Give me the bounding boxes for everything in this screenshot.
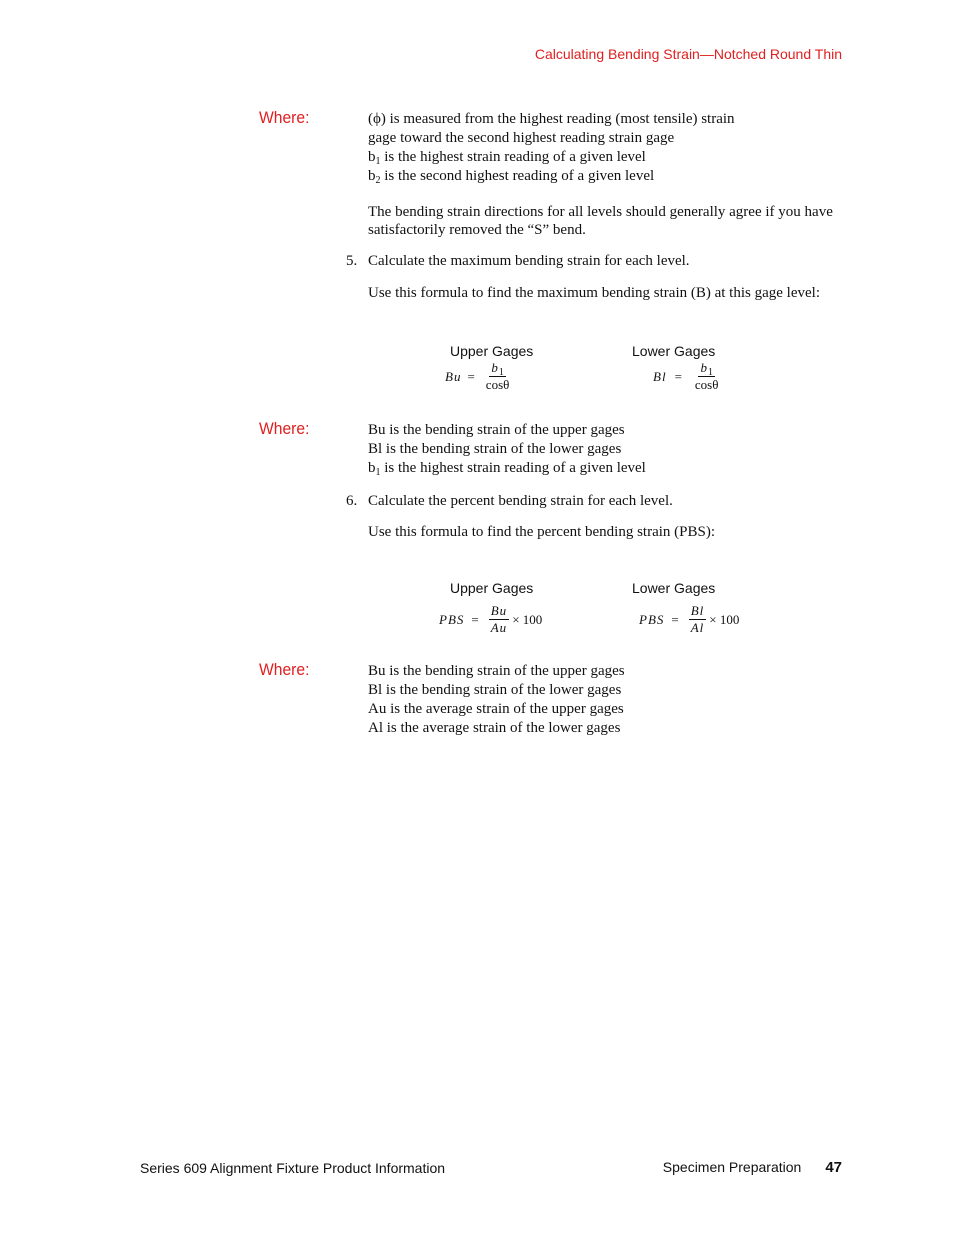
where-label-2: Where: xyxy=(259,419,310,438)
lower-pbs-formula: PBS = $\frac{Bl}{Al}$ × 100 xyxy=(639,603,740,635)
step-number: 5. xyxy=(346,253,358,269)
upper-gages-caption: Upper Gages xyxy=(450,580,534,596)
footer-right xyxy=(663,1159,842,1176)
where-definitions-1 xyxy=(368,110,735,186)
step-5 xyxy=(346,252,690,270)
where-definitions-2 xyxy=(368,421,646,478)
running-header: Calculating Bending Strain—Notched Round Thin xyxy=(534,46,842,62)
definition-line: Al is the average strain of the lower gages xyxy=(368,720,621,736)
formula-intro-2: Use this formula to find the percent bending strain (PBS): xyxy=(368,524,716,540)
definition-line: (ϕ) is measured from the highest reading (most tensile) strain xyxy=(368,111,735,127)
definition-b1: $b_1$ is the highest strain reading of a given level xyxy=(368,460,646,478)
definition-b2: $b_2$ is the second highest reading of a given level xyxy=(368,168,655,186)
where-definitions-3 xyxy=(368,662,625,738)
definition-line: Bu is the bending strain of the upper gages xyxy=(368,663,625,679)
definition-line: Bl is the bending strain of the lower gages xyxy=(368,682,622,698)
definition-line: gage toward the second highest reading strain gage xyxy=(368,130,675,146)
page-number: 47 xyxy=(825,1159,842,1176)
upper-pbs-formula: PBS = $\frac{Bu}{Au}$ × 100 xyxy=(439,603,543,635)
footer-section-name: Specimen Preparation xyxy=(662,1159,802,1175)
formula-intro-1: Use this formula to find the maximum bending strain (B) at this gage level: xyxy=(368,285,820,301)
definition-b1: $b_1$ is the highest strain reading of a given level xyxy=(368,149,646,167)
definition-line: Au is the average strain of the upper gages xyxy=(368,701,624,717)
upper-bending-formula: Bu = $\frac{b_1}{\cos\theta}$ xyxy=(445,360,510,392)
upper-gages-caption: Upper Gages xyxy=(450,343,534,359)
lower-gages-caption: Lower Gages xyxy=(632,343,716,359)
step-6 xyxy=(346,492,673,510)
definition-line: Bl is the bending strain of the lower gages xyxy=(368,441,622,457)
s-bend-paragraph: The bending strain directions for all levels should generally agree if you have satisfactorily removed the “S” bend. xyxy=(368,204,833,238)
definition-line: Bu is the bending strain of the upper gages xyxy=(368,422,625,438)
lower-gages-caption: Lower Gages xyxy=(632,580,716,596)
step-number: 6. xyxy=(346,493,358,509)
step-text: Calculate the maximum bending strain for each level. xyxy=(368,253,690,269)
where-label-3: Where: xyxy=(259,660,310,679)
footer-document-title: Series 609 Alignment Fixture Product Information xyxy=(140,1160,446,1176)
where-label-1: Where: xyxy=(259,108,310,127)
step-text: Calculate the percent bending strain for each level. xyxy=(368,493,673,509)
lower-bending-formula: Bl = $\frac{b_1}{\cos\theta}$ xyxy=(653,360,719,392)
